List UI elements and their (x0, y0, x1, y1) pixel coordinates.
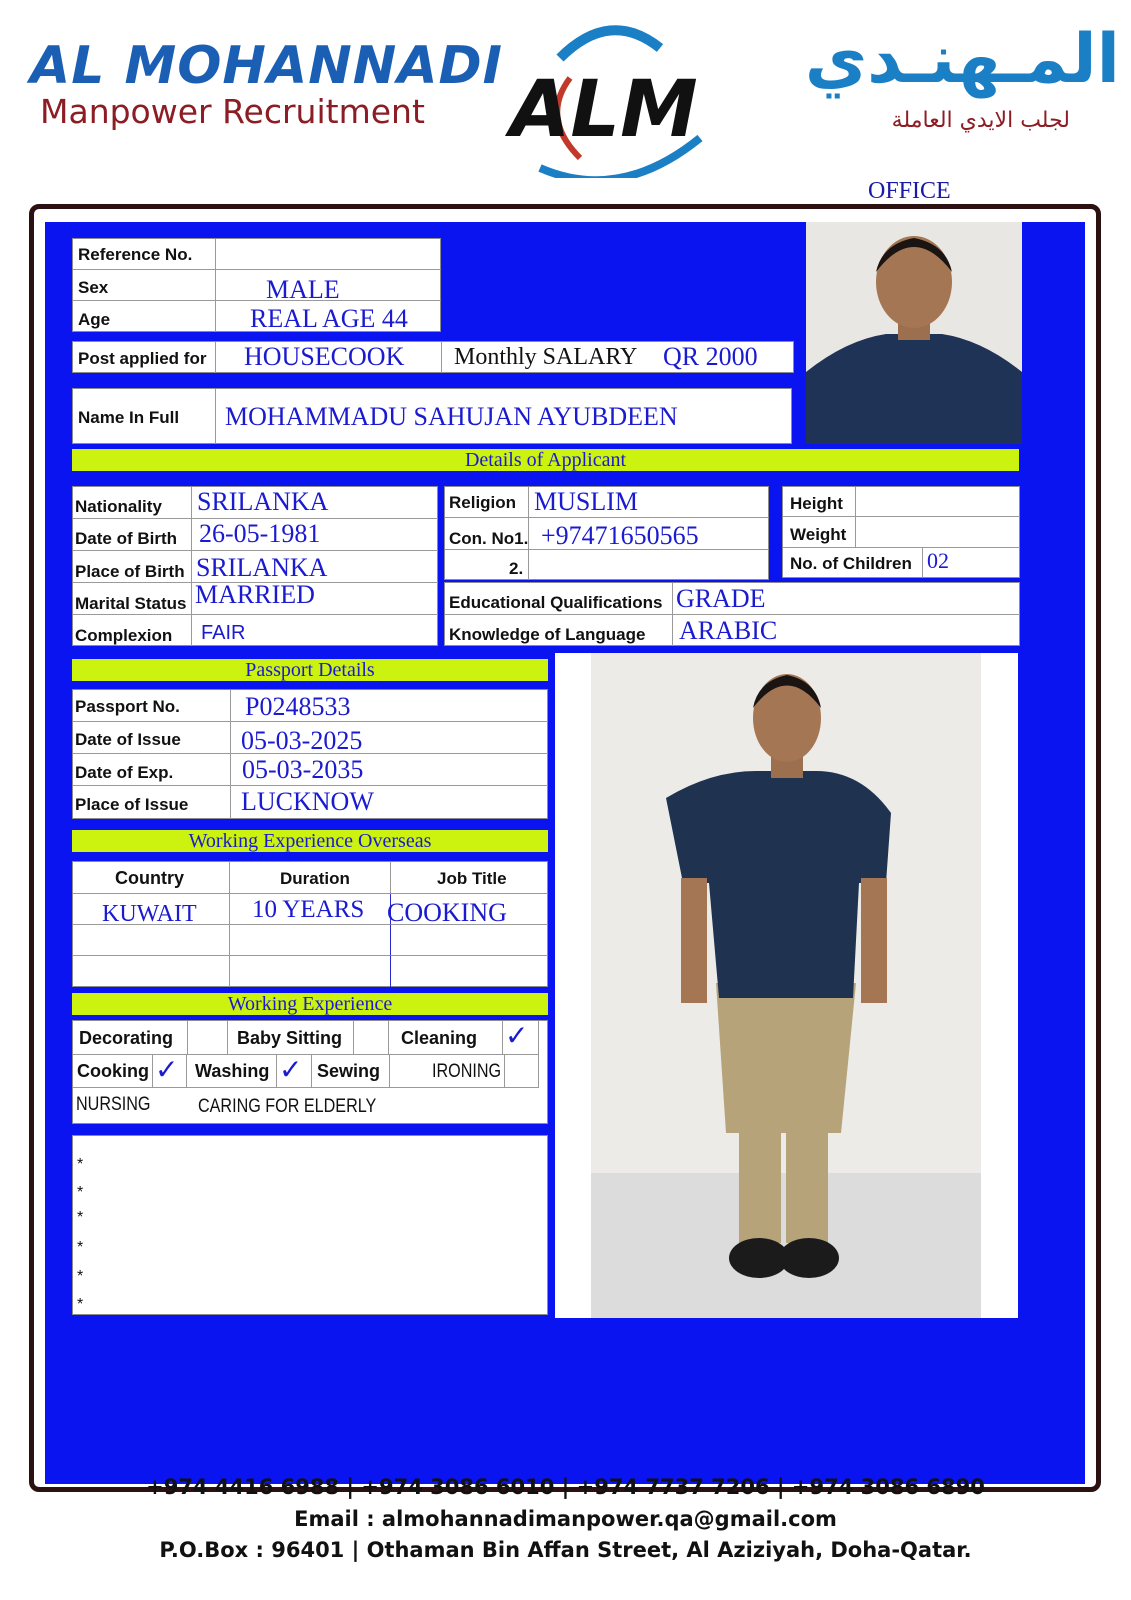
education-label: Educational Qualifications (449, 593, 663, 612)
overseas-title: Working Experience Overseas (72, 830, 548, 852)
skill-washing: Washing (195, 1061, 270, 1081)
brand-name-english: AL MOHANNADI (30, 36, 503, 96)
skill-nursing: NURSING (76, 1094, 151, 1115)
logo-text: ALM (510, 65, 698, 155)
age-label: Age (78, 310, 111, 329)
overseas-cell: KUWAIT (102, 901, 197, 927)
weight-label: Weight (790, 525, 847, 544)
skill-cooking: Cooking (77, 1061, 149, 1081)
complexion-label: Complexion (75, 626, 173, 645)
overseas-header-duration: Duration (280, 869, 350, 888)
skill-sewing: Sewing (317, 1061, 381, 1081)
issue-date-value: 05-03-2025 (241, 726, 363, 755)
overseas-cell: 10 YEARS (252, 896, 365, 923)
brand-subtitle-arabic: لجلب الايدي العاملة (891, 108, 1070, 133)
dob-value: 26-05-1981 (199, 519, 321, 548)
children-label: No. of Children (790, 554, 912, 573)
experience-title: Working Experience (72, 993, 548, 1015)
full-body-photo-frame (555, 653, 1018, 1318)
note-bullet: * (77, 1209, 84, 1226)
note-bullet: * (77, 1239, 84, 1256)
name-value: MOHAMMADU SAHUJAN AYUBDEEN (225, 402, 678, 431)
note-bullet: * (77, 1184, 84, 1201)
nationality-label: Nationality (75, 497, 162, 516)
post-row (72, 341, 794, 373)
religion-value: MUSLIM (534, 487, 639, 516)
brand-subtitle: Manpower Recruitment (40, 92, 425, 131)
name-row (72, 388, 792, 444)
reference-table (72, 238, 441, 332)
issue-place-label: Place of Issue (75, 795, 189, 814)
details-right-table (782, 486, 1020, 578)
contact1-value: +97471650565 (541, 521, 699, 550)
passport-title: Passport Details (72, 659, 548, 681)
details-left-table (72, 486, 438, 646)
passport-no-value: P0248533 (245, 692, 351, 721)
marital-value: MARRIED (195, 580, 315, 609)
check-washing-icon: ✓ (279, 1053, 303, 1086)
note-bullet: * (77, 1296, 84, 1313)
check-cooking-icon: ✓ (155, 1053, 179, 1086)
skill-ironing: IRONING (432, 1061, 502, 1082)
details-middle-table (444, 486, 769, 580)
note-bullet: * (77, 1268, 84, 1285)
overseas-cell: COOKING (387, 898, 507, 927)
office-label: OFFICE (868, 178, 951, 204)
name-label: Name In Full (78, 408, 180, 427)
post-value: HOUSECOOK (244, 342, 405, 371)
brand-name-arabic: المـهنـدي (804, 20, 1120, 99)
skill-baby-sitting: Baby Sitting (237, 1028, 343, 1048)
post-label: Post applied for (78, 349, 207, 368)
details-title: Details of Applicant (72, 449, 1019, 471)
passport-no-label: Passport No. (75, 697, 180, 716)
salary-label: Monthly SALARY (454, 344, 638, 370)
skill-caring-elderly: CARING FOR ELDERLY (198, 1096, 377, 1117)
footer-phones: +974 4416 6988 | +974 3086 6010 | +974 7737 7206 | +974 3086 6890 (146, 1475, 985, 1499)
children-value: 02 (927, 548, 949, 573)
check-cleaning-icon: ✓ (505, 1019, 529, 1052)
passport-table (72, 689, 548, 819)
expiry-date-value: 05-03-2035 (242, 755, 364, 784)
marital-label: Marital Status (75, 594, 187, 613)
sex-value: MALE (266, 275, 340, 304)
alm-logo (500, 18, 730, 178)
footer-email: Email : almohannadimanpower.qa@gmail.com (294, 1507, 837, 1531)
contact2-label: 2. (509, 559, 524, 578)
education-value: GRADE (676, 584, 766, 613)
applicant-full-body-photo (591, 653, 981, 1318)
applicant-portrait-photo (806, 222, 1022, 444)
overseas-header-job: Job Title (437, 869, 507, 888)
issue-date-label: Date of Issue (75, 730, 181, 749)
issue-place-value: LUCKNOW (241, 787, 374, 816)
notes-box (72, 1135, 548, 1315)
religion-label: Religion (449, 493, 517, 512)
pob-label: Place of Birth (75, 562, 185, 581)
language-value: ARABIC (679, 616, 778, 645)
experience-table (72, 1020, 548, 1124)
complexion-value: FAIR (201, 622, 246, 644)
expiry-date-label: Date of Exp. (75, 763, 174, 782)
language-label: Knowledge of Language (449, 625, 646, 644)
pob-value: SRILANKA (196, 553, 328, 582)
nationality-value: SRILANKA (197, 487, 329, 516)
sex-label: Sex (78, 278, 109, 297)
reference-label: Reference No. (78, 245, 193, 264)
overseas-header-country: Country (115, 868, 184, 888)
skill-cleaning: Cleaning (401, 1028, 478, 1048)
salary-value: QR 2000 (663, 342, 758, 371)
overseas-table (72, 861, 548, 987)
footer-address: P.O.Box : 96401 | Othaman Bin Affan Street, Al Aziziyah, Doha-Qatar. (159, 1538, 972, 1562)
education-language-table (444, 582, 1020, 646)
dob-label: Date of Birth (75, 529, 177, 548)
note-bullet: * (77, 1156, 84, 1173)
skill-decorating: Decorating (79, 1028, 174, 1048)
contact1-label: Con. No1. (449, 529, 529, 548)
age-value: REAL AGE 44 (250, 304, 408, 333)
height-label: Height (790, 494, 843, 513)
